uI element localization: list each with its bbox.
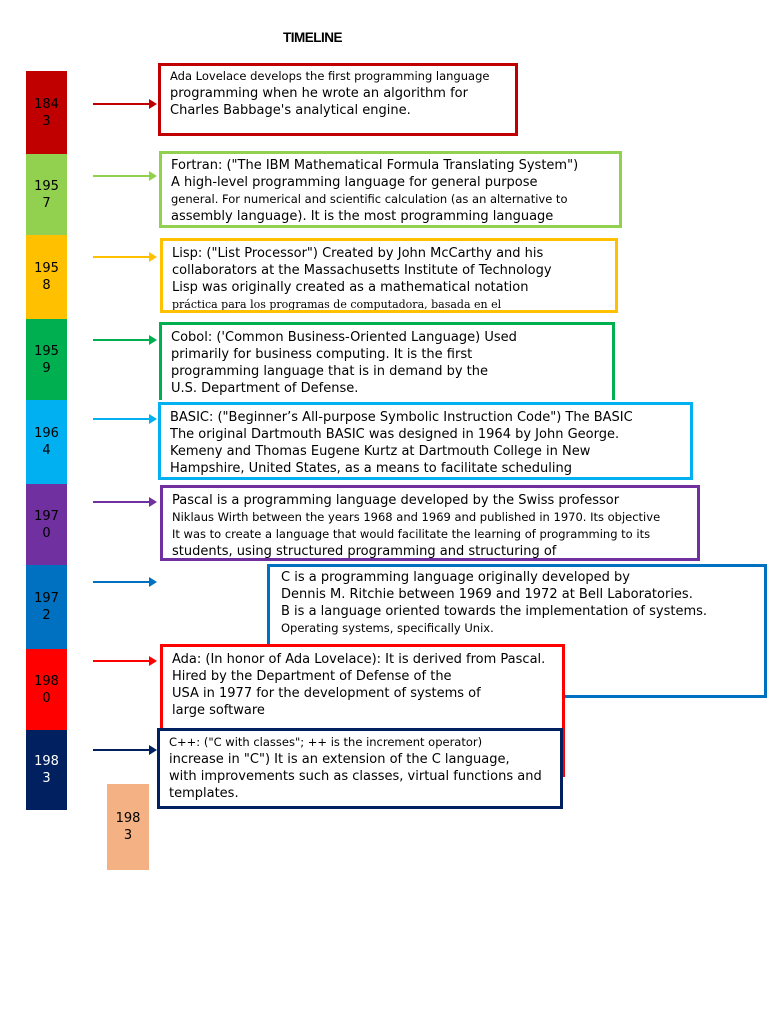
year-label: 198 3	[34, 754, 59, 786]
year-block-1958	[26, 235, 67, 319]
year-label: 195 8	[34, 261, 59, 293]
year-label: 184 3	[34, 96, 59, 129]
year-block-1980	[26, 649, 67, 730]
arrow-icon	[93, 501, 149, 503]
year-label: 198 3	[115, 811, 141, 843]
year-label: 195 9	[34, 343, 59, 376]
year-block-1957	[26, 154, 67, 235]
year-block-1959	[26, 319, 67, 400]
year-label: 195 7	[34, 178, 59, 211]
arrow-icon	[93, 175, 149, 177]
arrow-icon	[93, 339, 149, 341]
year-block-1972	[26, 565, 67, 649]
year-block-1843	[26, 71, 67, 154]
year-label: 197 0	[34, 508, 59, 541]
entry-box-ada: Ada: (In honor of Ada Lovelace): It is derived from Pascal. Hired by the Department of Defense of the USA in 1977 for the development of systems of large software	[160, 644, 565, 777]
arrow-icon	[93, 103, 149, 105]
year-label: 196 4	[34, 426, 59, 458]
arrow-icon	[93, 256, 149, 258]
entry-box-fortran: Fortran: ("The IBM Mathematical Formula Translating System") A high-level programming language for general purpose general. For numerical and scientific calculation (as an alternative to assembly language). It is the most programming language	[159, 151, 622, 228]
arrow-icon	[93, 660, 149, 662]
entry-box-c: C is a programming language originally developed by Dennis M. Ritchie between 1969 and 1972 at Bell Laboratories. B is a language oriented towards the implementation of systems. Operating systems, specifically Unix.	[267, 564, 767, 698]
year-block-1983-extra	[107, 784, 149, 870]
page-title: TIMELINE	[283, 30, 342, 45]
year-block-1970	[26, 484, 67, 565]
arrow-icon	[93, 418, 149, 420]
entry-box-ada-lovelace: Ada Lovelace develops the first programming language programming when he wrote an algorithm for Charles Babbage's analytical engine.	[158, 63, 518, 136]
entry-box-lisp: Lisp: ("List Processor") Created by John McCarthy and his collaborators at the Massachusetts Institute of Technology Lisp was originally created as a mathematical notation práctica para los programas de computadora, basada en el	[160, 238, 618, 313]
year-label: 197 2	[34, 591, 59, 623]
year-label: 198 0	[34, 673, 59, 706]
entry-box-cpp: C++: ("C with classes"; ++ is the increment operator) increase in "C") It is an extension of the C language, with improvements such as classes, virtual functions and templates.	[157, 728, 563, 809]
entry-box-basic: BASIC: ("Beginner’s All-purpose Symbolic Instruction Code") The BASIC The original Dartmouth BASIC was designed in 1964 by John George. Kemeny and Thomas Eugene Kurtz at Dartmouth College in New Hampshire, United States, as a means to facilitate scheduling	[158, 402, 693, 480]
year-block-1964	[26, 400, 67, 484]
entry-box-pascal: Pascal is a programming language developed by the Swiss professor Niklaus Wirth between the years 1968 and 1969 and published in 1970. Its objective It was to create a language that would facilitate the learning of programming to its students, using structured programming and structuring of	[160, 485, 700, 561]
arrow-icon	[93, 749, 149, 751]
year-block-1983	[26, 730, 67, 810]
arrow-icon	[93, 581, 149, 583]
entry-box-cobol: Cobol: ('Common Business-Oriented Language) Used primarily for business computing. It is the first programming language that is in demand by the U.S. Department of Defense.	[159, 322, 615, 400]
